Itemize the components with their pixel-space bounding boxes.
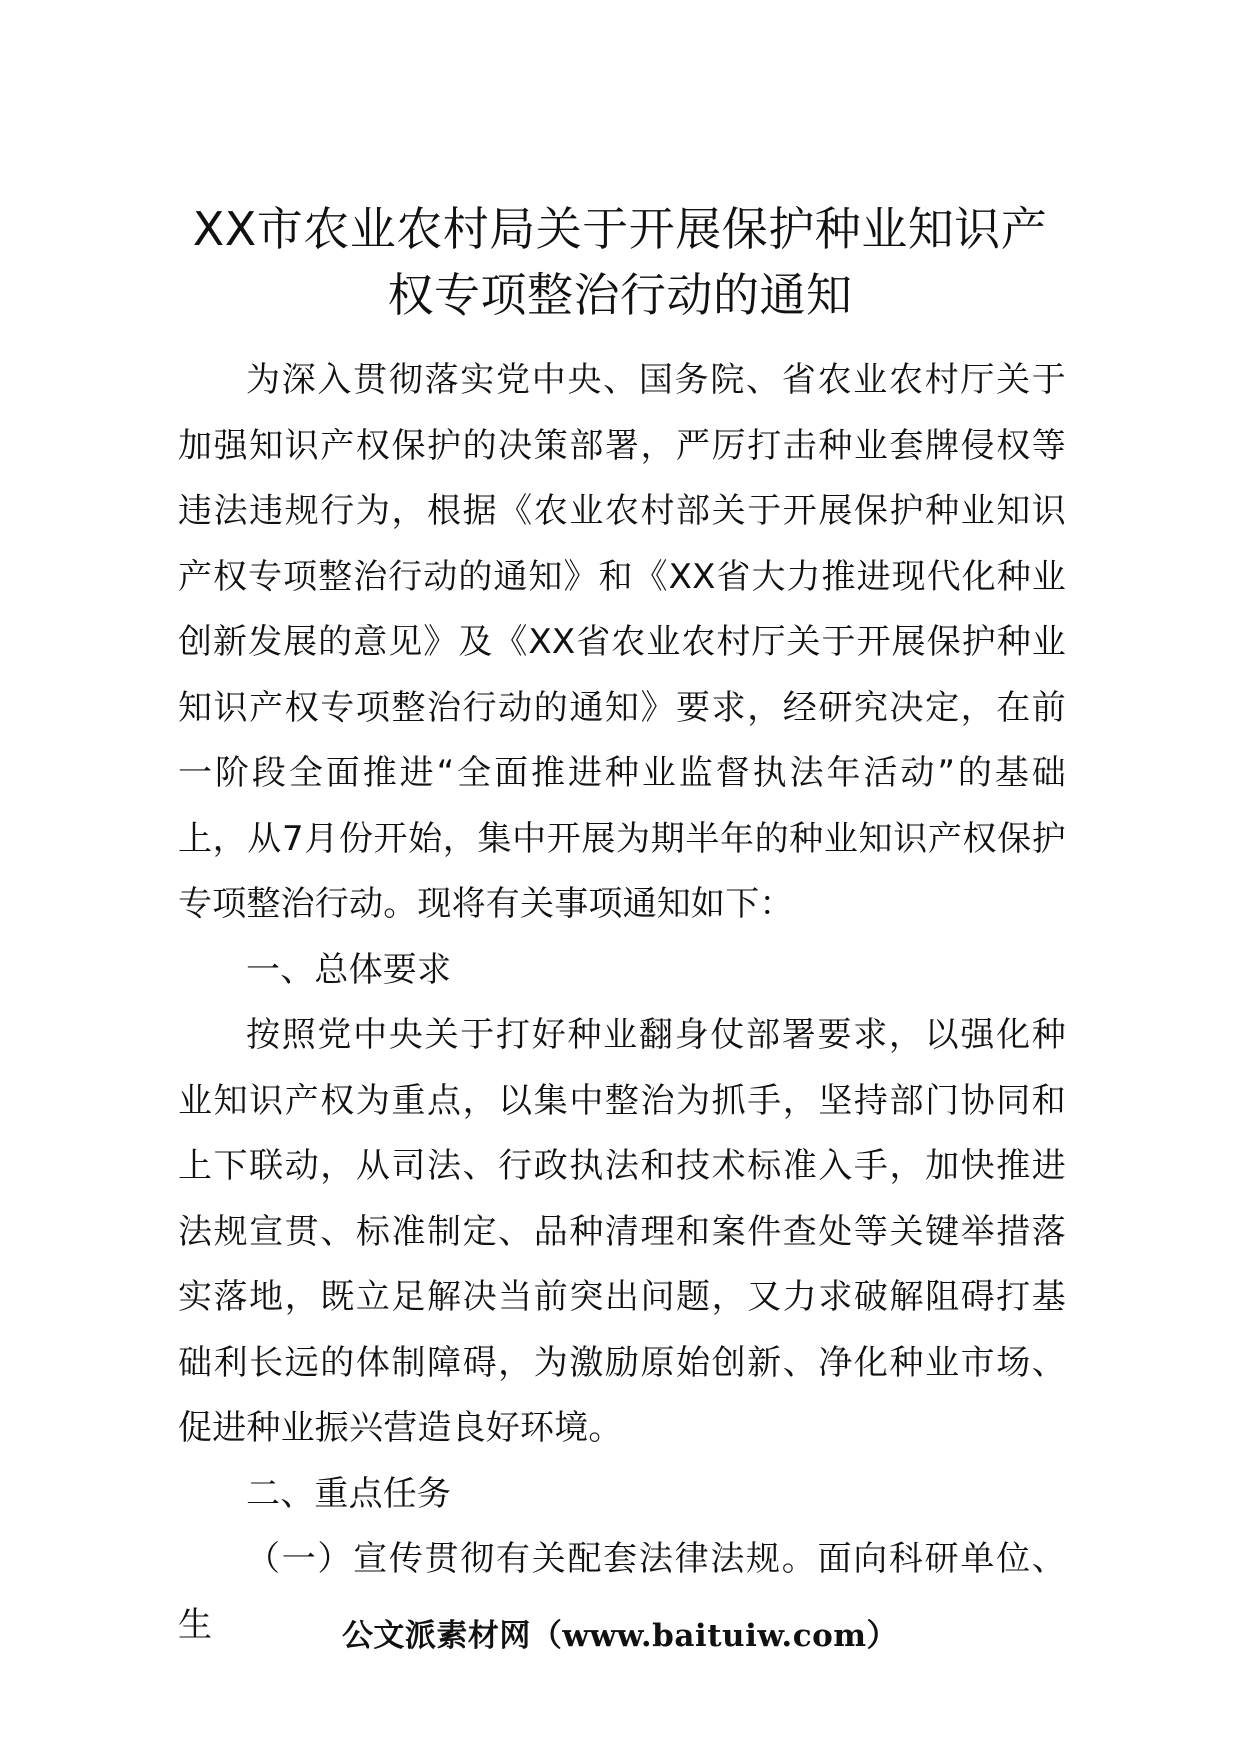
paragraph-intro: 为深入贯彻落实党中央、国务院、省农业农村厅关于加强知识产权保护的决策部署，严厉打击种业套牌侵权等违法违规行为，根据《农业农村部关于开展保护种业知识产权专项整治行动的通知》和《XX省大力推进现代化种业创新发展的意见》及《XX省农业农村厅关于开展保护种业知识产权专项整治行动的通知》要求，经研究决定，在前一阶段全面推进“全面推进种业监督执法年活动”的基础上，从7月份开始，集中开展为期半年的种业知识产权保护专项整治行动。现将有关事项通知如下： [178, 360, 1066, 924]
section-heading-2: 二、重点任务 [246, 1473, 452, 1514]
document-title [180, 196, 1060, 328]
section-heading-1: 一、总体要求 [246, 949, 452, 990]
paragraph-task-1: （一）宣传贯彻有关配套法律法规。面向科研单位、生 [178, 1539, 1066, 1645]
title-line-1: XX市农业农村局关于开展保护种业知识产 [192, 202, 1048, 256]
footer-watermark: 公文派素材网（www.baituiw.com） [341, 1618, 899, 1654]
document-body [178, 348, 1066, 1658]
title-line-2: 权专项整治行动的通知 [387, 268, 853, 322]
paragraph-general-requirements: 按照党中央关于打好种业翻身仗部署要求，以强化种业知识产权为重点，以集中整治为抓手，坚持部门协同和上下联动，从司法、行政执法和技术标准入手，加快推进法规宣贯、标准制定、品种清理和案件查处等关键举措落实落地，既立足解决当前突出问题，又力求破解阻碍打基础利长远的体制障碍，为激励原始创新、净化种业市场、促进种业振兴营造良好环境。 [178, 1015, 1066, 1448]
